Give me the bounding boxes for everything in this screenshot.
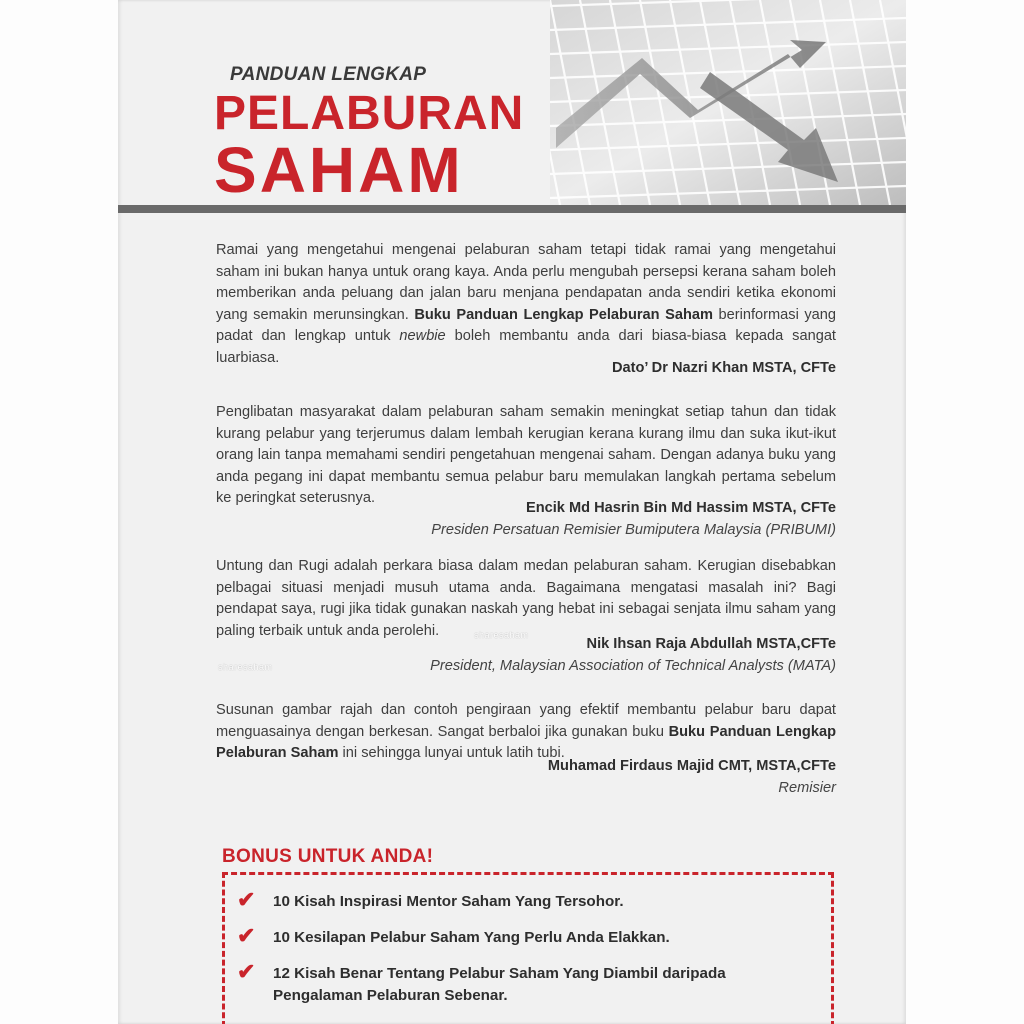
- cover-title-line1: PELABURAN: [214, 87, 525, 140]
- testimonial-2-role: Presiden Persatuan Remisier Bumiputera Malaysia (PRIBUMI): [431, 521, 836, 538]
- bonus-item-3-text: 12 Kisah Benar Tentang Pelabur Saham Yang Diambil daripada Pengalaman Pelaburan Sebenar.: [273, 965, 726, 1004]
- cover-title-line2: SAHAM: [214, 134, 464, 206]
- testimonial-2-attribution: [216, 498, 836, 541]
- stock-chart-graphic: [550, 0, 906, 205]
- testimonial-4-attribution: [216, 756, 836, 799]
- book-back-cover: [118, 0, 906, 1024]
- checkmark-icon: ✔: [237, 959, 256, 984]
- testimonial-2-name: Encik Md Hasrin Bin Md Hassim MSTA, CFTe: [525, 500, 836, 516]
- testimonial-2-text: Penglibatan masyarakat dalam pelaburan saham semakin meningkat setiap tahun dan tidak kurang pelabur yang terjerumus dalam lembah kerugian kerana kurang ilmu dan suka ikut-ikut orang lain tanpa memahami sendiri pengetahuan mengenai saham. Dengan adanya buku yang anda pegang ini dapat membantu semua pelabur baru memulakan langkah pertama sebelum ke peringkat seterusnya.: [216, 404, 836, 506]
- photo-background-right: [906, 0, 1024, 1024]
- testimonial-1-name: Dato’ Dr Nazri Khan MSTA, CFTe: [611, 360, 836, 376]
- header-divider: [118, 205, 906, 213]
- watermark-text-faint: sharesaham: [218, 662, 273, 672]
- bonus-item-2: [237, 923, 819, 949]
- bonus-item-1-text: 10 Kisah Inspirasi Mentor Saham Yang Tersohor.: [273, 893, 624, 910]
- testimonial-4-text: Susunan gambar rajah dan contoh pengiraan yang efektif membantu pelabur baru dapat menguasainya dengan berkesan. Sangat berbaloi jika gunakan buku Buku Panduan Lengkap Pelaburan Saham ini sehingga lunyai untuk latih tubi.: [216, 702, 836, 761]
- bonus-list-box: [222, 872, 834, 1024]
- watermark-text: sharesaham: [474, 630, 529, 640]
- testimonial-1-attribution: [216, 358, 836, 380]
- checkmark-icon: ✔: [237, 923, 256, 948]
- testimonial-4-name: Muhamad Firdaus Majid CMT, MSTA,CFTe: [547, 758, 836, 774]
- testimonial-3-role: President, Malaysian Association of Technical Analysts (MATA): [430, 657, 836, 674]
- bonus-item-2-text: 10 Kesilapan Pelabur Saham Yang Perlu Anda Elakkan.: [273, 929, 670, 946]
- testimonial-4-role: Remisier: [778, 779, 836, 796]
- testimonial-3-text: Untung dan Rugi adalah perkara biasa dalam medan pelaburan saham. Kerugian disebabkan pelbagai situasi menjadi musuh utama anda. Bagaimana mengatasi masalah ini? Bagi pendapat saya, rugi jika tidak gunakan naskah yang hebat ini sebagai senjata ilmu saham yang paling terbaik untuk anda perolehi.: [216, 558, 836, 639]
- testimonial-3-attribution: [216, 634, 836, 677]
- bonus-item-1: [237, 887, 819, 913]
- bonus-heading: BONUS UNTUK ANDA!: [222, 846, 434, 867]
- cover-subtitle: PANDUAN LENGKAP: [230, 64, 427, 85]
- testimonial-1-text: Ramai yang mengetahui mengenai pelaburan saham tetapi tidak ramai yang mengetahui saham ini bukan hanya untuk orang kaya. Anda perlu mengubah persepsi kerana saham boleh memberikan anda peluang dan jalan baru menjana pendapatan anda sendiri ketika ekonomi yang semakin merunsingkan. Buku Panduan Lengkap Pelaburan Saham berinformasi yang padat dan lengkap untuk newbie boleh membantu anda dari biasa-biasa kepada sangat luarbiasa.: [216, 242, 836, 366]
- testimonial-3-name: Nik Ihsan Raja Abdullah MSTA,CFTe: [586, 636, 836, 652]
- bonus-item-3: [237, 959, 819, 1007]
- checkmark-icon: ✔: [237, 887, 256, 912]
- photo-background-left: [0, 0, 118, 1024]
